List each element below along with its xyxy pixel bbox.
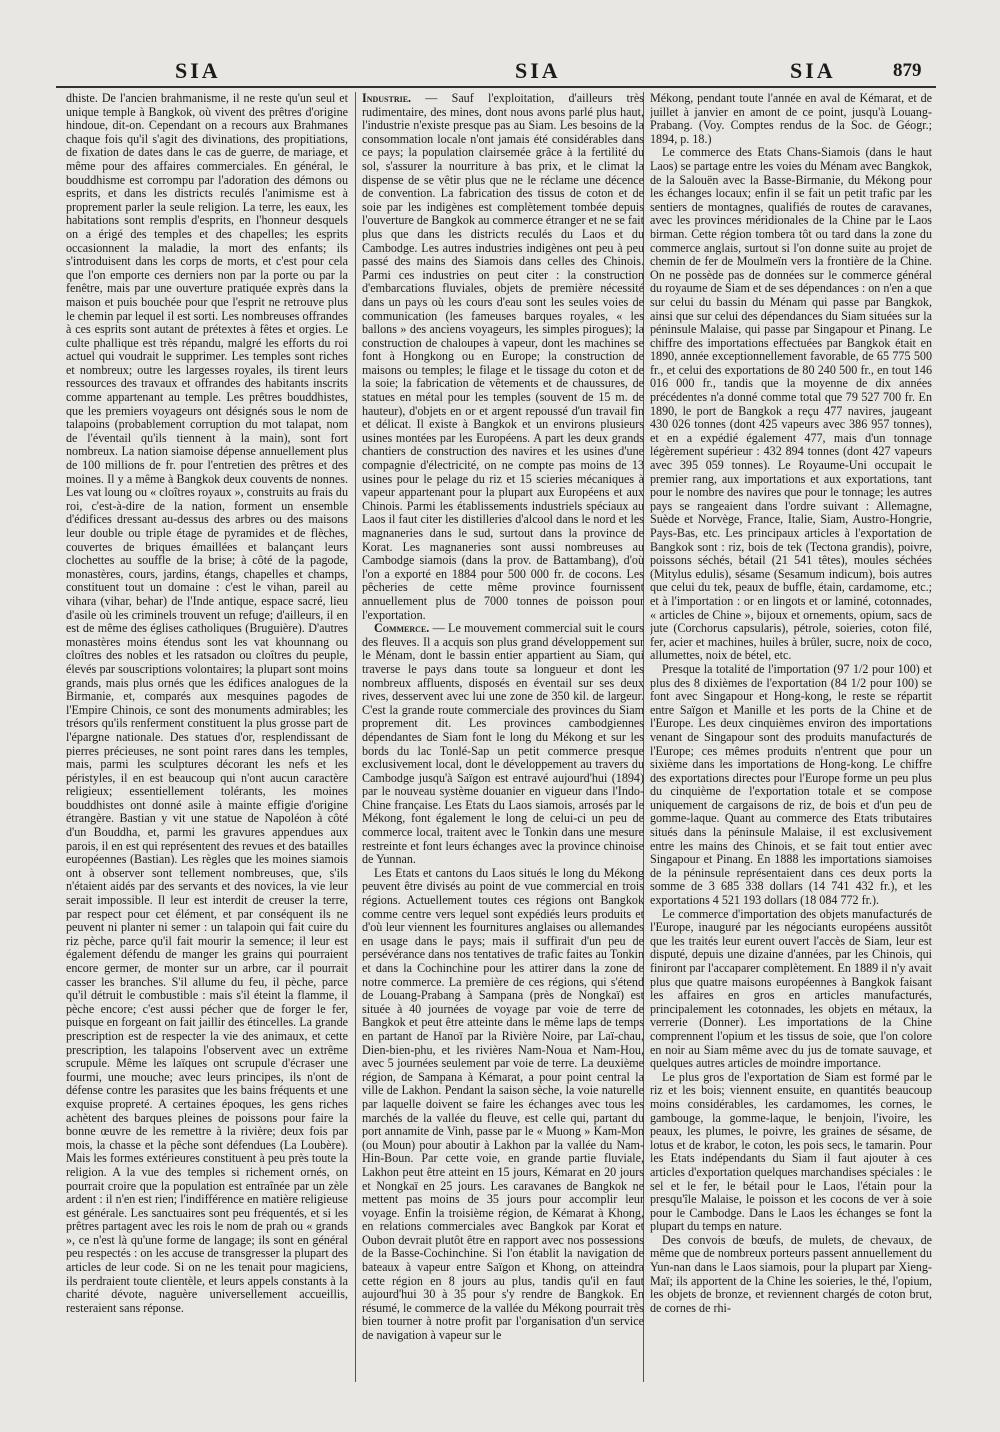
paragraph: Des convois de bœufs, de mulets, de chevaux, de même que de nombreux porteurs passent annuellement du Yun-nan dans le Laos siamois, pour la plupart par Xieng-Maï; ils apportent de la Chine les soieries, le thé, l'opium, les objets de bronze, et reviennent chargés de coton brut, de cornes de rhi- [650,1232,932,1315]
running-head-center: SIA [515,58,561,83]
page-number: 879 [893,60,922,81]
running-head-left: SIA [175,58,221,83]
paragraph: Mékong, pendant toute l'année en aval de Kémarat, et de juillet à janvier en amont de ce point, jusqu'à Louang-Prabang. (Voy. Comptes rendus de la Soc. de Géogr.; 1894, p. 18.) [650,92,932,146]
running-head-right: SIA [790,58,836,83]
paragraph: Presque la totalité de l'importation (97 1/2 pour 100) et plus des 8 dixièmes de l'exportation (84 1/2 pour 100) se font avec Singapour et Hong-kong, le reste se répartit entre Saïgon et Manille et les ports de la Chine et de l'Europe. Les deux cinquièmes environ des importations venant de Singapour sont des produits manufacturés de l'Europe; ces mêmes produits n'entrent que pour un sixième dans les importations de Hong-kong. Le chiffre des exportations directes pour l'Europe forme un peu plus du cinquième de l'exportation totale et se compose uniquement de cargaisons de riz, de bois et d'un peu de gomme-laque. Quant au commerce des Etats tributaires situés dans la péninsule Malaise, il est exclusivement entre les mains des Chinois, et se fait tout entier avec Singapour et Pinang. En 1888 les importations siamoises de la péninsule représentaient dans ces deux ports la somme de 3 685 338 dollars (14 741 432 fr.), et les exportations 4 521 193 dollars (18 084 772 fr.). [650,661,932,908]
column-3 [650,92,932,1382]
column-1 [66,92,348,1382]
paragraph-commerce [362,622,644,867]
paragraph: dhiste. De l'ancien brahmanisme, il ne reste qu'un seul et unique temple à Bangkok, où vivent des prêtres d'origine hindoue, dit-on. Cependant on a recours aux Brahmanes chaque fois qu'il s'agit des divinations, des propitiations, de fixation de dates dans le cas de guerre, de mariage, et même pour des affaires commerciales. En général, le bouddhisme est corrompu par l'adoration des démons ou esprits, et dans les districts reculés l'animisme est à proprement parler la seule religion. La terre, les eaux, les habitations sont remplis d'esprits, en l'honneur desquels on a érigé des temples et des chapelles; les esprits occasionnent la maladie, la mort des enfants; ils s'introduisent dans les corps de morts, et c'est pour cela que l'on emporte ces derniers non par la porte ou par la fenêtre, mais par une ouverture pratiquée exprès dans la maison et puis bouchée pour que l'esprit ne retrouve plus le chemin par lequel il est sorti. Les nombreuses offrandes à ces esprits sont autant de prétextes à fêtes et orgies. Le culte phallique est très répandu, malgré les efforts du roi actuel qui voudrait le supprimer. Les temples sont riches et nombreux; outre les largesses royales, ils tirent leurs ressources des travaux et offrandes des habitants inscrits comme appartenant au temple. Les prêtres bouddhistes, que les premiers voyageurs ont désignés sous le nom de talapoins (probablement corruption du mot talapat, nom de l'éventail qu'ils tiennent à la main), sont fort nombreux. La nation siamoise dépense annuellement plus de 100 millions de fr. pour l'entretien des prêtres et des moines. Il y a même à Bangkok deux couvents de nonnes. Les vat loung ou « cloîtres royaux », construits au frais du roi, c'est-à-dire de la nation, forment un ensemble d'édifices dressant au-dessus des arbres ou des maisons leur double ou triple étage de pyramides et de flèches, couvertes de briques émaillées et balançant leurs clochettes au souffle de la brise; à côté de la pagode, monastères, cours, jardins, étangs, chapelles et champs, constituent tout un domaine : c'est le vihan, pareil au vihara (vihar, behar) de l'Inde antique, espace sacré, lieu d'asile où les criminels trouvent un refuge; d'ailleurs, il en est de même des églises catholiques (Bruguière). D'autres monastères moins étendus sont les vat khounnang ou cloîtres des nobles et les ratsadon ou cloîtres du peuple, élevés par souscriptions volontaires; la plupart sont moins grands, mais plus ornés que les édifices analogues de la Birmanie, et, comparés aux mesquines pagodes de l'Empire Chinois, ce sont des monuments admirables; les trésors qu'ils renferment constituent la plus grosse part de l'épargne nationale. Des statues d'or, resplendissant de pierres précieuses, ne sont point rares dans les temples, mais, parmi les sculptures décorant les nefs et les péristyles, il en est beaucoup qui n'ont aucun caractère religieux; essentiellement tolérants, les moines bouddhistes ont donné asile à mainte effigie d'origine étrangère. Bastian y vit une statue de Napoléon à côté d'un Bouddha, et, parmi les gravures appendues aux parois, il en est qui représentent des revues et des batailles européennes (Bastian). Les règles que les moines siamois ont à observer sont tellement nombreuses, que, s'ils n'étaient aidés par des servants et des novices, la vie leur serait impossible. Il leur est interdit de creuser la terre, par respect pour cet élément, et par conséquent ils ne peuvent ni planter ni semer : un talapoin qui fait cuire du riz pèche, parce qu'il fait mourir la semence; il leur est également défendu de manger les grains qui pourraient encore germer, de monter sur un arbre, car il pourrait casser les branches. S'il allume du feu, il pèche, parce qu'il détruit le combustible : mais s'il éteint la flamme, il pèche encore; c'est aussi pécher que de forger le fer, puisque en forgeant on fait jaillir des étincelles. La grande prescription est de respecter la vie des animaux, et cette prescription, les talapoins l'observent avec un extrême scrupule. Même les laïques ont scrupule d'écraser une fourmi, une mouche; avec leurs principes, ils n'ont de défense contre les parasites que les bains fréquents et une exquise propreté. A certaines époques, les gens riches achètent des barques pleines de poissons pour faire la bonne œuvre de les remettre à la rivière; deux fois par mois, la chasse et la pêche sont défendues (La Loubère). Mais les formes extérieures constituent à peu près toute la religion. A la vue des temples si richement ornés, on pourrait croire que la population est entraînée par un zèle ardent : il n'en est rien; l'indifférence en matière religieuse est générale. Les sanctuaires sont peu fréquentés, et si les prêtres partagent avec les rois le nom de prah ou « grands », ce n'est là qu'une forme de langage; ils sont en général peu respectés : on les accuse de transgresser la plupart des articles de leur code. Si on ne les tenait pour magiciens, ils perdraient toute clientèle, et leurs appels constants à la charité dévote, naguère universellement accueillis, resteraient sans réponse. [66,92,348,1315]
header-rule [56,86,936,88]
paragraph: Le commerce des Etats Chans-Siamois (dans le haut Laos) se partage entre les voies du Ménam avec Bangkok, de la Salouën avec la Basse-Birmanie, du Mékong pour les échanges locaux; enfin il se fait un petit trafic par les sentiers de montagnes, qualifiés de routes de caravanes, avec les provinces méridionales de la Chine par le Laos birman. Cette région tombera tôt ou tard dans la zone du commerce anglais, surtout si l'on donne suite au projet de chemin de fer de Moulmeïn vers la frontière de la Chine. On ne possède pas de données sur le commerce général du royaume de Siam et de ses dépendances : on n'en a que sur celui du bassin du Ménam qui passe par Bangkok, ainsi que sur celui des dépendances du Siam situées sur la péninsule Malaise, qui passe par Singapour et Pinang. Le chiffre des importations effectuées par Bangkok était en 1890, année exceptionnellement favorable, de 65 775 500 fr., et celui des exportations de 80 240 500 fr., en tout 146 016 000 fr., tandis que la moyenne de dix années précédentes n'a donné comme total que 79 527 700 fr. En 1890, le port de Bangkok a reçu 477 navires, jaugeant 430 026 tonnes (dont 425 vapeurs avec 386 957 tonnes), et en a expédié également 477, mais d'un tonnage légèrement supérieur : 432 894 tonnes (dont 427 vapeurs avec 395 059 tonnes). Le Royaume-Uni occupait le premier rang, aux importations et aux exportations, tant pour le nombre des navires que pour le tonnage; les autres pays se rangeaient dans l'ordre suivant : Allemagne, Suède et Norvège, France, Italie, Siam, Austro-Hongrie, Pays-Bas, etc. Les principaux articles à l'exportation de Bangkok sont : riz, bois de tek (Tectona grandis), poivre, poissons séchés, bétail (21 541 têtes), moules séchées (Mitylus edulis), sésame (Sesamum indicum), bois autres que celui du tek, peaux de buffle, étain, cardamome, etc.; et à l'importation : or en lingots et or laminé, cotonnades, « articles de Chine », bijoux et ornements, opium, sacs de jute (Corchorus capsularis), pétrole, soieries, coton filé, fer, acier et machines, huiles à brûler, sucre, noix de coco, allumettes, noix de bétel, etc. [650,145,932,663]
paragraph: Les Etats et cantons du Laos situés le long du Mékong peuvent être divisés au point de vue commercial en trois régions. Actuellement toutes ces régions ont Bangkok comme centre vers lequel sont expédiés leurs produits et d'où leur viennent les fournitures anglaises ou allemandes en usage dans le pays; mais il suffirait d'un peu de persévérance dans nos tentatives de trafic faites au Tonkin et dans la Cochinchine pour les attirer dans la zone de notre commerce. La première de ces régions, qui s'étend de Louang-Prabang à Sampana (près de Nongkaï) est située à 40 journées de voyage par voie de terre de Bangkok et peut être atteinte dans le même laps de temps en partant de Hanoï par la Rivière Noire, par Laï-chau, Dien-bien-phu, et les rivières Nam-Noua et Nam-Hou, avec 5 journées seulement par voie de terre. La deuxième région, de Sampana à Kémarat, a pour point central la ville de Lakhon. Pendant la saison sèche, la voie naturelle par laquelle doivent se faire les échanges avec tous les marchés de la vallée du fleuve, est celle qui, partant du port annamite de Vinh, passe par le « Muong » Kam-Mon (ou Moun) pour aboutir à Lakhon par la vallée du Nam-Hin-Boun. Par cette voie, en grande partie fluviale, Lakhon peut être atteint en 15 jours, Kémarat en 20 jours et Nongkaï en 25 jours. Les caravanes de Bangkok ne mettent pas moins de 35 jours pour accomplir leur voyage. Enfin la troisième région, de Kémarat à Khong, en relations commerciales avec Bangkok par Korat et Oubon devrait plutôt être en rapport avec nos possessions de la Basse-Cochinchine. Si l'on établit la navigation de bateaux à vapeur entre Saïgon et Khong, on atteindra cette région en 8 jours au plus, tandis qu'il en faut aujourd'hui 30 à 35 pour s'y rendre de Bangkok. En résumé, le commerce de la vallée du Mékong pourrait très bien tourner à notre profit par l'organisation d'un service de navigation à vapeur sur le [362,865,644,1343]
paragraph-text: — Le mouvement commercial suit le cours des fleuves. Il a acquis son plus grand développement sur le Ménam, dont le bassin entier appartient au Siam, qui traverse le pays dans toute sa longueur et dont les nombreux affluents, disposés en éventail sur ses deux rives, desservent avec lui une zone de 350 kil. de largeur. C'est la grande route commerciale des provinces du Siam proprement dit. Les provinces cambodgiennes dépendantes de Siam font le long du Mékong et sur les bords du lac Tonlé-Sap un petit commerce presque exclusivement local, dont le développement au travers du Cambodge jusqu'à Saïgon est entravé aujourd'hui (1894) par le nouveau système douanier en vigueur dans l'Indo-Chine française. Les Etats du Laos siamois, arrosés par le Mékong, font également le long de celui-ci un peu de commerce local, traitent avec le Tonkin dans une mesure restreinte et font leurs échanges avec la province chinoise de Yunnan. [362,621,644,867]
paragraph-text: — Sauf l'exploitation, d'ailleurs très rudimentaire, des mines, dont nous avons parlé plus haut, l'industrie n'existe presque pas au Siam. Les besoins de la consommation locale n'ont jamais été considérables dans ce pays; la population clairsemée grâce à la fertilité du sol, s'assurer la nourriture à bas prix, et le climat la dispense de se vêtir plus que ne le réclame une décence de convention. La fabrication des tissus de coton et de soie par les indigènes est complètement tombée depuis l'ouverture de Bangkok au commerce étranger et ne se fait plus que dans les districts reculés du Laos et du Cambodge. Les autres industries indigènes ont peu à peu passé des mains des Siamois dans celles des Chinois. Parmi ces industries on peut citer : la construction d'embarcations fluviales, objets de première nécessité dans un pays où les cours d'eau sont les seules voies de communication (les fameuses barques royales, « les ballons » des anciens voyageurs, les simples pirogues); la construction de chaloupes à vapeur, dont les machines se font à Hongkong ou en Europe; la construction de maisons ou temples; le filage et le tissage du coton et de la soie; la fabrication de vêtements et de chaussures, de statues en métal pour les temples (souvent de 15 m. de hauteur), d'objets en or et argent repoussé d'un travail fin et délicat. Il existe à Bangkok et un environs plusieurs usines montées par les Européens. A part les deux grands chantiers de construction des navires et les usines d'une compagnie d'électricité, on ne compte pas moins de 13 usines pour le pelage du riz et 15 scieries mécaniques à vapeur appartenant pour la plupart aux Européens et aux Chinois. Parmi les établissements industriels spéciaux au Laos il faut citer les distilleries d'alcool dans le nord et les magnaneries dans le sud, surtout dans la province de Korat. Les magnaneries sont aussi nombreuses au Cambodge siamois (dans la prov. de Battambang), d'où l'on a exporté en 1884 pour 500 000 fr. de cocons. Les pêcheries de cette même province fournissent annuellement plus de 7000 tonnes de poisson pour l'exportation. [362,92,644,622]
paragraph: Le commerce d'importation des objets manufacturés de l'Europe, inauguré par les négociants européens aussitôt que les traités leur eurent ouvert l'accès de Siam, leur est disputé, depuis une dizaine d'années, par les Chinois, qui finiront par l'accaparer complètement. En 1889 il n'y avait plus que quatre maisons européennes à Bangkok faisant les affaires en gros en articles manufacturés, principalement les cotonnades, les objets en métaux, la verrerie (Donner). Les importations de la Chine comprennent l'opium et les tissus de soie, que l'on colore en noir au Siam même avec du jus de tomate sauvage, et quelques autres articles de moindre importance. [650,906,932,1071]
section-heading-industrie: Industrie. [362,92,412,105]
section-heading-commerce: Commerce. [374,621,430,636]
paragraph-industrie [362,92,644,622]
paragraph: Le plus gros de l'exportation de Siam est formé par le riz et les bois; viennent ensuite, en quantités beaucoup moins considérables, les cardamomes, les cornes, le gambouge, la gomme-laque, le benjoin, l'ivoire, les peaux, les plumes, le poivre, les graines de sésame, de lotus et de krabor, le coton, les pois secs, le tamarin. Pour les Etats indépendants du Siam il faut ajouter à ces articles d'exportation quelques marchandises spéciales : le sel et le fer, le bétail pour le Laos, l'étain pour la presqu'île Malaise, le poisson et les cocons de ver à soie pour le Cambodge. Dans le Laos les échanges se font la plupart du temps en nature. [650,1069,932,1234]
column-2 [362,92,644,1382]
column-divider [355,92,356,1382]
